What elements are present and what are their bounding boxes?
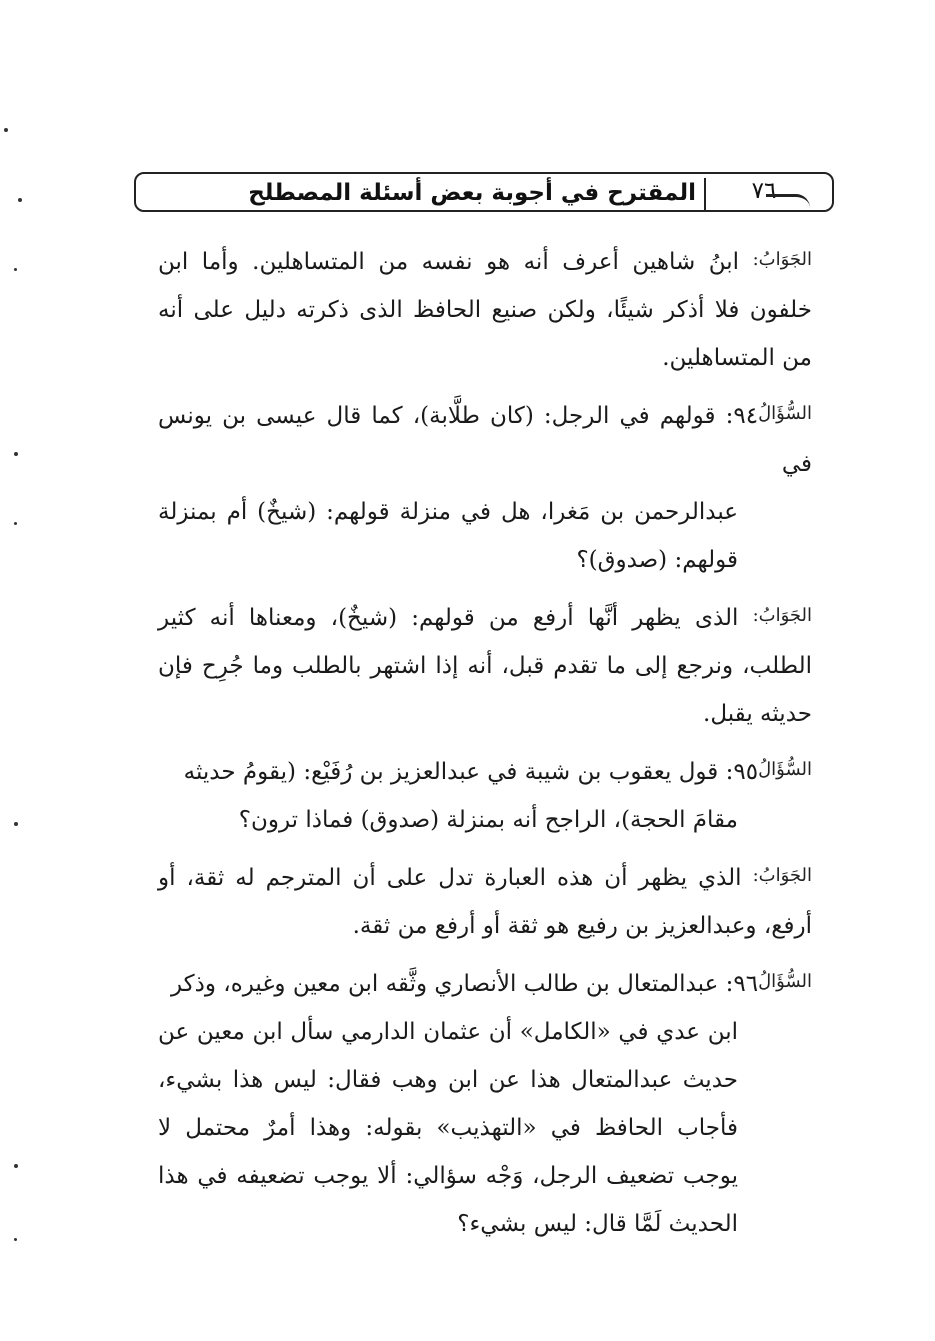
question-number: ٩٤: xyxy=(725,403,759,429)
question-label: السُّؤَالُ xyxy=(758,759,812,780)
book-title: المقترح في أجوبة بعض أسئلة المصطلح xyxy=(248,180,696,206)
question-first-line xyxy=(158,746,812,796)
question-number: ٩٦: xyxy=(725,971,759,997)
question-text: عبدالمتعال بن طالب الأنصاري وثَّقه ابن معين وغيره، وذكر xyxy=(170,971,719,997)
question-paragraph xyxy=(158,746,812,844)
answer-label: الجَوَابُ: xyxy=(752,249,812,270)
question-continuation: عبدالرحمن بن مَغرا، هل في منزلة قولهم: (شيخٌ) أم بمنزلة قولهم: (صدوق)؟ xyxy=(158,499,738,573)
question-label: السُّؤَالُ xyxy=(758,971,812,992)
answer-paragraph xyxy=(158,236,812,382)
question-paragraph xyxy=(158,958,812,1248)
question-number: ٩٥: xyxy=(725,759,759,785)
page-body xyxy=(158,236,812,1256)
question-continuation: ابن عدي في «الكامل» أن عثمان الدارمي سأل ابن معين عن حديث عبدالمتعال هذا عن ابن وهب فقال: ليس هذا بشيء، فأجاب الحافظ في «التهذيب» بقوله: وهذا أمرٌ محتمل لا يوجب تضعيف الرجل، وَجْه سؤالي: ألا يوجب تضعيفه في هذا الحديث لَمَّا قال: ليس بشيء؟ xyxy=(158,1019,738,1237)
answer-paragraph xyxy=(158,852,812,950)
answer-text: ابنُ شاهين أعرف أنه هو نفسه من المتساهلين. وأما ابن خلفون فلا أذكر شيئًا، ولكن صنيع الحافظ الذى ذكرته دليل على أنه من المتساهلين. xyxy=(158,249,812,371)
question-continuation: مقامَ الحجة)، الراجح أنه بمنزلة (صدوق) فماذا ترون؟ xyxy=(238,807,738,833)
answer-text: الذي يظهر أن هذه العبارة تدل على أن المترجم له ثقة، أو أرفع، وعبدالعزيز بن رفيع هو ثقة أو أرفع من ثقة. xyxy=(158,865,812,939)
page-number-ornament xyxy=(766,194,810,208)
question-text: قول يعقوب بن شيبة في عبدالعزيز بن رُفَيْع: (يقومُ حديثه xyxy=(183,759,719,785)
answer-text: الذى يظهر أنَّها أرفع من قولهم: (شيخٌ)، ومعناها أنه كثير الطلب، ونرجع إلى ما تقدم قبل، أنه إذا اشتهر بالطلب وما جُرِح فإن حديثه يقبل. xyxy=(158,605,812,727)
page-number: ٧٦ xyxy=(751,178,777,204)
question-first-line xyxy=(158,958,812,1008)
answer-label: الجَوَابُ: xyxy=(752,865,812,886)
page-number-box xyxy=(706,172,834,212)
question-text: قولهم في الرجل: (كان طلَّابة)، كما قال عيسى بن يونس في xyxy=(158,403,812,477)
question-first-line xyxy=(158,390,812,488)
question-paragraph xyxy=(158,390,812,584)
answer-paragraph xyxy=(158,592,812,738)
answer-label: الجَوَابُ: xyxy=(752,605,812,626)
running-header xyxy=(134,172,834,212)
question-label: السُّؤَالُ xyxy=(758,403,813,424)
